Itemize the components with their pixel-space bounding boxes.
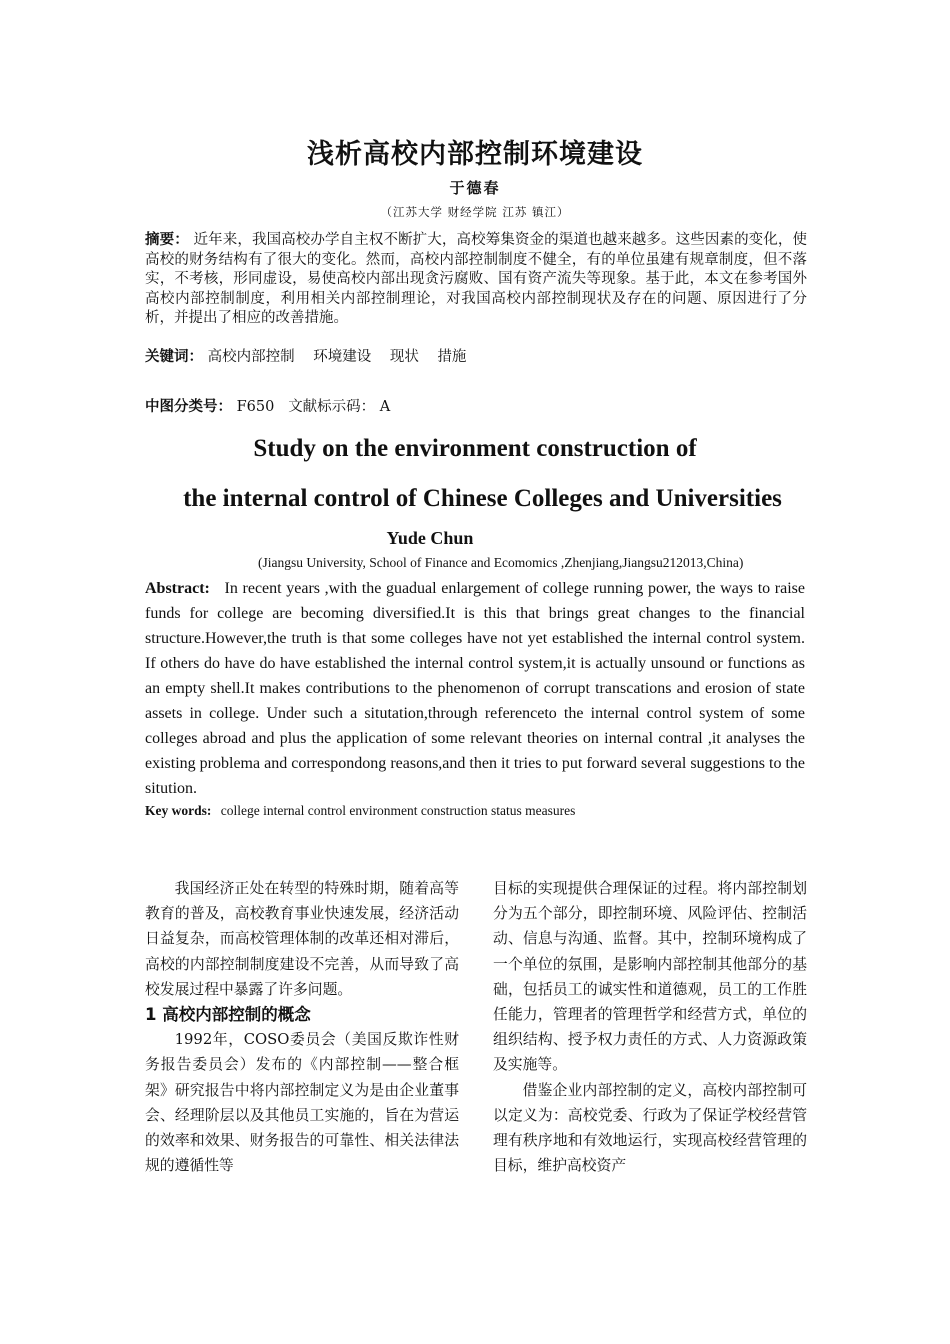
body-column-right (493, 876, 807, 1178)
abstract-en-label: Abstract: (145, 580, 210, 597)
abstract-cn (145, 231, 807, 329)
doc-code-label: 文献标示码： (288, 399, 376, 415)
abstract-cn-label: 摘要： (145, 232, 189, 248)
clc-label: 中图分类号： (145, 399, 232, 415)
keyword-cn: 高校内部控制 (207, 349, 295, 365)
keywords-en-label: Key words: (145, 803, 212, 818)
paper-title-en-line1: Study on the environment construction of (253, 435, 697, 462)
keywords-cn (145, 345, 480, 366)
paper-title-cn: 浅析高校内部控制环境建设 (307, 139, 643, 170)
classification-line (145, 395, 390, 416)
affiliation-cn: （江苏大学 财经学院 江苏 镇江） (380, 205, 570, 219)
abstract-cn-text: 近年来，我国高校办学自主权不断扩大，高校筹集资金的渠道也越来越多。这些因素的变化，使高校的财务结构有了很大的变化。然而，高校内部控制制度不健全，有的单位虽建有规章制度，但不落实，不考核，形同虚设，易使高校内部出现贪污腐败、国有资产流失等现象。基于此，本文在参考国外高校内部控制制度，利用相关内部控制理论，对我国高校内部控制现状及存在的问题、原因进行了分析，并提出了相应的改善措施。 (145, 232, 807, 326)
body-paragraph: 1992年，COSO委员会（美国反欺诈性财务报告委员会）发布的《内部控制——整合框架》研究报告中将内部控制定义为是由企业董事会、经理阶层以及其他员工实施的，旨在为营运的效率和效果、财务报告的可靠性、相关法律法规的遵循性等 (145, 1031, 459, 1175)
author-name-en: Yude Chun (386, 528, 474, 548)
body-paragraph: 目标的实现提供合理保证的过程。将内部控制划分为五个部分，即控制环境、风险评估、控制活动、信息与沟通、监督。其中，控制环境构成了一个单位的氛围，是影响内部控制其他部分的基础，包括员工的诚实性和道德观，员工的工作胜任能力，管理者的管理哲学和经营方式，单位的组织结构、授予权力责任的方式、人力资源政策及实施等。 (493, 880, 807, 1074)
body-column-left (145, 876, 459, 1178)
doc-code-value: A (379, 399, 391, 415)
intro-paragraph: 我国经济正处在转型的特殊时期，随着高等教育的普及，高校教育事业快速发展，经济活动日益复杂，而高校管理体制的改革还相对滞后，高校的内部控制制度建设不完善，从而导致了高校发展过程中暴露了许多问题。 (145, 880, 459, 998)
keyword-cn: 措施 (437, 349, 467, 365)
keywords-cn-label: 关键词： (145, 349, 203, 365)
affiliation-en: (Jiangsu University, School of Finance and Ecomomics ,Zhenjiang,Jiangsu212013,China) (258, 555, 744, 570)
keywords-en (145, 803, 575, 819)
abstract-en (145, 576, 805, 801)
keywords-en-text: college internal control environment construction status measures (220, 803, 576, 818)
section-heading: 1 高校内部控制的概念 (145, 1005, 311, 1025)
body-paragraph: 借鉴企业内部控制的定义，高校内部控制可以定义为：高校党委、行政为了保证学校经营管理有秩序地和有效地运行，实现高校经营管理的目标，维护高校资产 (493, 1081, 807, 1175)
clc-value: F650 (236, 399, 275, 415)
keyword-cn: 环境建设 (313, 349, 372, 365)
author-name-cn: 于德春 (449, 179, 501, 197)
keyword-cn: 现状 (389, 349, 419, 365)
paper-title-en-line2: the internal control of Chinese Colleges and Universities (183, 485, 782, 512)
abstract-en-text: In recent years ,with the guadual enlargement of college running power, the ways to raise funds for college are becoming diversified.It is this that brings great changes to the financial structure.However,the truth is that some colleges have not yet established the internal control system. If others do have do have established the internal control system,it is actually unsound or functions as an empty shell.It makes contributions to the phenomenon of corrupt transcations and erosion of state assets in college. Under such a situtation,through referenceto the internal control system of some colleges abroad and plus the application of some relevant theories on internal contral ,it analyses the existing problema and correspondong reasons,and then it tries to put forward several suggestions to the sitution. (145, 580, 805, 797)
